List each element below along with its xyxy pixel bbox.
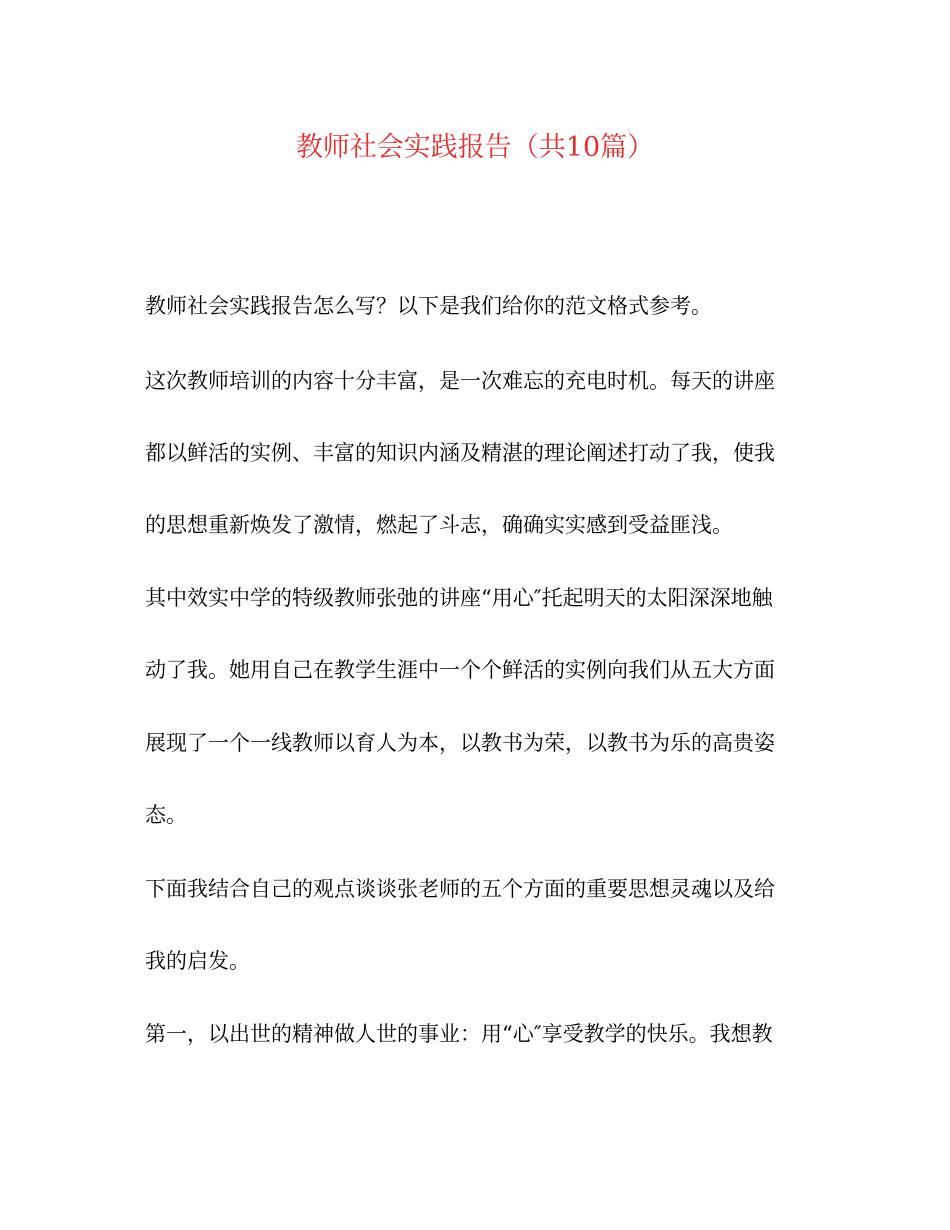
body-line: 我的启发。 [145,949,250,973]
body-line: 展现了一个一线教师以育人为本，以教书为荣，以教书为乐的高贵姿 [145,731,775,755]
body-line: 都以鲜活的实例、丰富的知识内涵及精湛的理论阐述打动了我，使我 [145,441,775,465]
body-line: 教师社会实践报告怎么写？以下是我们给你的范文格式参考。 [145,294,712,318]
body-line: 动了我。她用自己在教学生涯中一个个鲜活的实例向我们从五大方面 [145,658,775,682]
document-title: 教师社会实践报告（共10篇） [295,132,655,163]
body-line: 第一，以出世的精神做人世的事业：用“心″享受教学的快乐。我想教 [145,1022,773,1046]
body-line: 态。 [145,803,187,827]
body-line: 其中效实中学的特级教师张弛的讲座“用心″托起明天的太阳深深地触 [145,586,773,610]
body-line: 的思想重新焕发了激情，燃起了斗志，确确实实感到受益匪浅。 [145,513,733,537]
body-line: 这次教师培训的内容十分丰富，是一次难忘的充电时机。每天的讲座 [145,369,775,393]
body-line: 下面我结合自己的观点谈谈张老师的五个方面的重要思想灵魂以及给 [145,877,775,901]
